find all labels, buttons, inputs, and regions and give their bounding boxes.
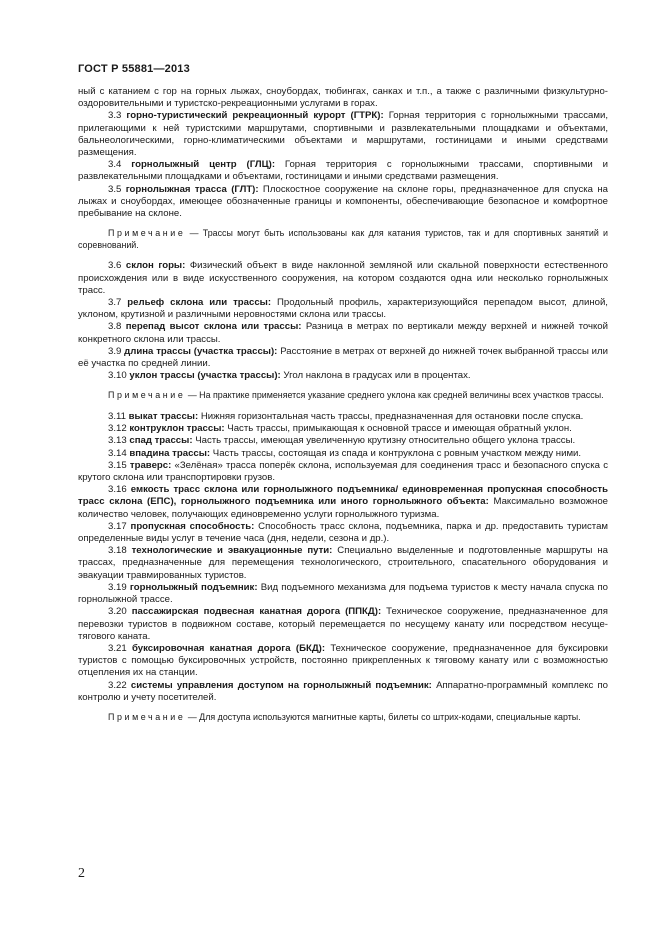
definition-paragraph — [78, 460, 608, 484]
clause-number: 3.21 — [108, 642, 127, 654]
defined-term: технологические и эвакуационные пути: — [131, 545, 333, 557]
definition-paragraph — [78, 521, 608, 545]
definition-paragraph — [78, 370, 608, 382]
clause-number: 3.22 — [108, 679, 127, 691]
definition-text: Техническое сооружение, предназначенное для буксировки туристов с помощью буксировочных устройств, постоянно прикрепленных к тяговому канату или с возможностью отцепления их на станции. — [78, 642, 608, 679]
note-paragraph — [78, 390, 608, 402]
defined-term: пропускная способность: — [130, 520, 255, 532]
defined-term: контруклон трассы: — [129, 423, 225, 435]
standard-header: ГОСТ Р 55881—2013 — [78, 63, 190, 75]
defined-term: спад трассы: — [129, 435, 193, 447]
definition-text: Способность трасс склона, подъемника, парка и др. предоставить туристам определенные виды услуг в течение часа (дня, недели, сезона и др.). — [78, 520, 609, 545]
note-label: Примечание — [108, 228, 186, 239]
defined-term: горно-туристический рекреационный курорт (ГТРК): — [126, 110, 384, 122]
paragraph-text: ный с катанием с гор на горных лыжах, сноубордах, тюбингах, санках и т.п., а также с различными физкультурно-оздоровительными и туристско-рекреационными услугами в горах. — [78, 86, 608, 110]
definition-text: Аппаратно-программный комплекс по контролю и учету посетителей. — [78, 679, 609, 703]
definition-paragraph — [78, 297, 608, 321]
clause-number: 3.5 — [108, 183, 122, 195]
definition-paragraph — [78, 606, 608, 643]
note-label: Примечание — [108, 711, 186, 722]
definition-text: Техническое сооружение, предназначенное для перевозки туристов в подвижном составе, который перемещается по несущему канату или посредством несуще-тягового каната. — [78, 606, 608, 642]
definition-paragraph — [78, 545, 608, 582]
definition-text: Часть трассы, состоящая из спада и контруклона с ровным участком между ними. — [212, 447, 582, 459]
definition-paragraph — [78, 484, 608, 521]
definition-paragraph — [78, 448, 608, 460]
clause-number: 3.9 — [108, 345, 122, 357]
definition-text: «Зелёная» трасса поперёк склона, используемая для соединения трасс и безопасного спуска с крутого склона или транспортировки грузов. — [78, 459, 608, 484]
defined-term: длина трассы (участка трассы): — [124, 345, 278, 357]
defined-term: рельеф склона или трассы: — [127, 297, 272, 309]
clause-number: 3.8 — [108, 321, 122, 333]
defined-term: пассажирская подвесная канатная дорога (ППКД): — [131, 606, 382, 618]
note-text: — Трассы могут быть использованы как для катания туристов, так и для спортивных занятий и соревнований. — [78, 228, 609, 250]
note-paragraph — [78, 228, 608, 251]
definition-text: Специально выделенные и подготовленные маршруты на трассах, предназначенные для перемещения технологического, строительного, спасательного оборудования и эвакуации травмированных туристов. — [78, 545, 608, 581]
note-label: Примечание — [108, 390, 186, 401]
definition-text: Горная территория с горнолыжными трассами, прилегающими к ней туристскими маршрутами, спортивными и развлекательными площадками и объектами, бальнеологическими, горно-климатическими объектами и маршрутами, гостиницами и иными средствами размещения. — [78, 110, 608, 159]
defined-term: емкость трасс склона или горнолыжного подъемника/ единовременная пропускная способность трасс склона (ЕПС), горнолыжного подъемника или иного горнолыжного объекта: — [78, 484, 608, 508]
definition-paragraph — [78, 423, 608, 435]
clause-number: 3.17 — [108, 520, 127, 532]
definition-paragraph — [78, 643, 608, 680]
definition-paragraph — [78, 321, 608, 345]
note-text: — На практике применяется указание среднего уклона как средней величины всех участков трассы. — [187, 390, 604, 401]
definition-text: Угол наклона в градусах или в процентах. — [283, 370, 471, 382]
definition-paragraph — [78, 435, 608, 447]
definition-text: Вид подъемного механизма для подъема туристов к месту начала спуска по горнолыжной трассе. — [78, 581, 608, 606]
clause-number: 3.10 — [108, 370, 127, 382]
note-text: — Для доступа используются магнитные карты, билеты со штрих-кодами, специальные карты. — [187, 711, 581, 722]
clause-number: 3.14 — [108, 447, 127, 459]
note-paragraph — [78, 712, 608, 724]
defined-term: выкат трассы: — [128, 411, 199, 423]
clause-number: 3.7 — [108, 297, 122, 309]
definition-text: Нижняя горизонтальная часть трассы, предназначенная для остановки после спуска. — [200, 411, 584, 423]
clause-number: 3.20 — [108, 606, 127, 618]
clause-number: 3.18 — [108, 545, 127, 557]
defined-term: системы управления доступом на горнолыжный подъемник: — [130, 679, 432, 691]
definition-paragraph — [78, 346, 608, 370]
definition-text: Горная территория с горнолыжными трассами, спортивными и развлекательными площадками и объектами, гостиницами и иными средствами размещения. — [78, 159, 609, 183]
definition-text: Разница в метрах по вертикали между верхней и нижней точкой конкретного склона или трассы. — [78, 321, 608, 345]
definition-text: Физический объект в виде наклонной земляной или скальной поверхности естественного происхождения или в виде искусственного сооружения, на котором создаются одна или несколько горнолыжных трасс. — [78, 260, 608, 296]
definition-paragraph — [78, 680, 608, 704]
defined-term: буксировочная канатная дорога (БКД): — [131, 642, 326, 654]
definition-text: Плоскостное сооружение на склоне горы, предназначенное для спуска на лыжах и сноубордах, имеющее обозначенные границы и компоненты, обеспечивающие безопасное и комфортное пребывание на склоне. — [78, 183, 608, 220]
definition-text: Продольный профиль, характеризующийся перепадом высот, длиной, уклоном, крутизной и различными неровностями склона или трассы. — [78, 297, 608, 321]
defined-term: горнолыжная трасса (ГЛТ): — [125, 183, 259, 195]
definition-paragraph — [78, 159, 608, 183]
definition-paragraph — [78, 110, 608, 159]
document-body — [78, 86, 608, 733]
clause-number: 3.15 — [108, 459, 127, 471]
continuation-paragraph — [78, 86, 608, 110]
definition-paragraph — [78, 184, 608, 221]
clause-number: 3.13 — [108, 435, 127, 447]
definition-paragraph — [78, 411, 608, 423]
clause-number: 3.19 — [108, 581, 127, 593]
clause-number: 3.12 — [108, 423, 127, 435]
clause-number: 3.3 — [108, 110, 122, 122]
defined-term: склон горы: — [125, 260, 186, 272]
defined-term: перепад высот склона или трассы: — [125, 321, 302, 333]
clause-number: 3.11 — [108, 411, 126, 423]
defined-term: траверс: — [129, 459, 172, 471]
definition-text: Часть трассы, примыкающая к основной трассе и имеющая обратный уклон. — [227, 423, 572, 435]
clause-number: 3.4 — [108, 159, 122, 171]
clause-number: 3.6 — [108, 260, 122, 272]
definition-paragraph — [78, 582, 608, 606]
defined-term: горнолыжный центр (ГЛЦ): — [131, 159, 276, 171]
defined-term: горнолыжный подъемник: — [129, 581, 258, 593]
definition-paragraph — [78, 260, 608, 297]
clause-number: 3.16 — [108, 484, 127, 496]
definition-text: Расстояние в метрах от верхней до нижней точек выбранной трассы или её участка по средней линии. — [78, 345, 608, 370]
definition-text: Максимально возможное количество человек, получающих единовременно услуги горнолыжного туризма. — [78, 496, 608, 520]
defined-term: впадина трассы: — [129, 447, 211, 459]
defined-term: уклон трассы (участка трассы): — [129, 370, 281, 382]
definition-text: Часть трассы, имеющая увеличенную крутизну относительно общего уклона трассы. — [195, 435, 576, 447]
page-number: 2 — [78, 866, 85, 881]
